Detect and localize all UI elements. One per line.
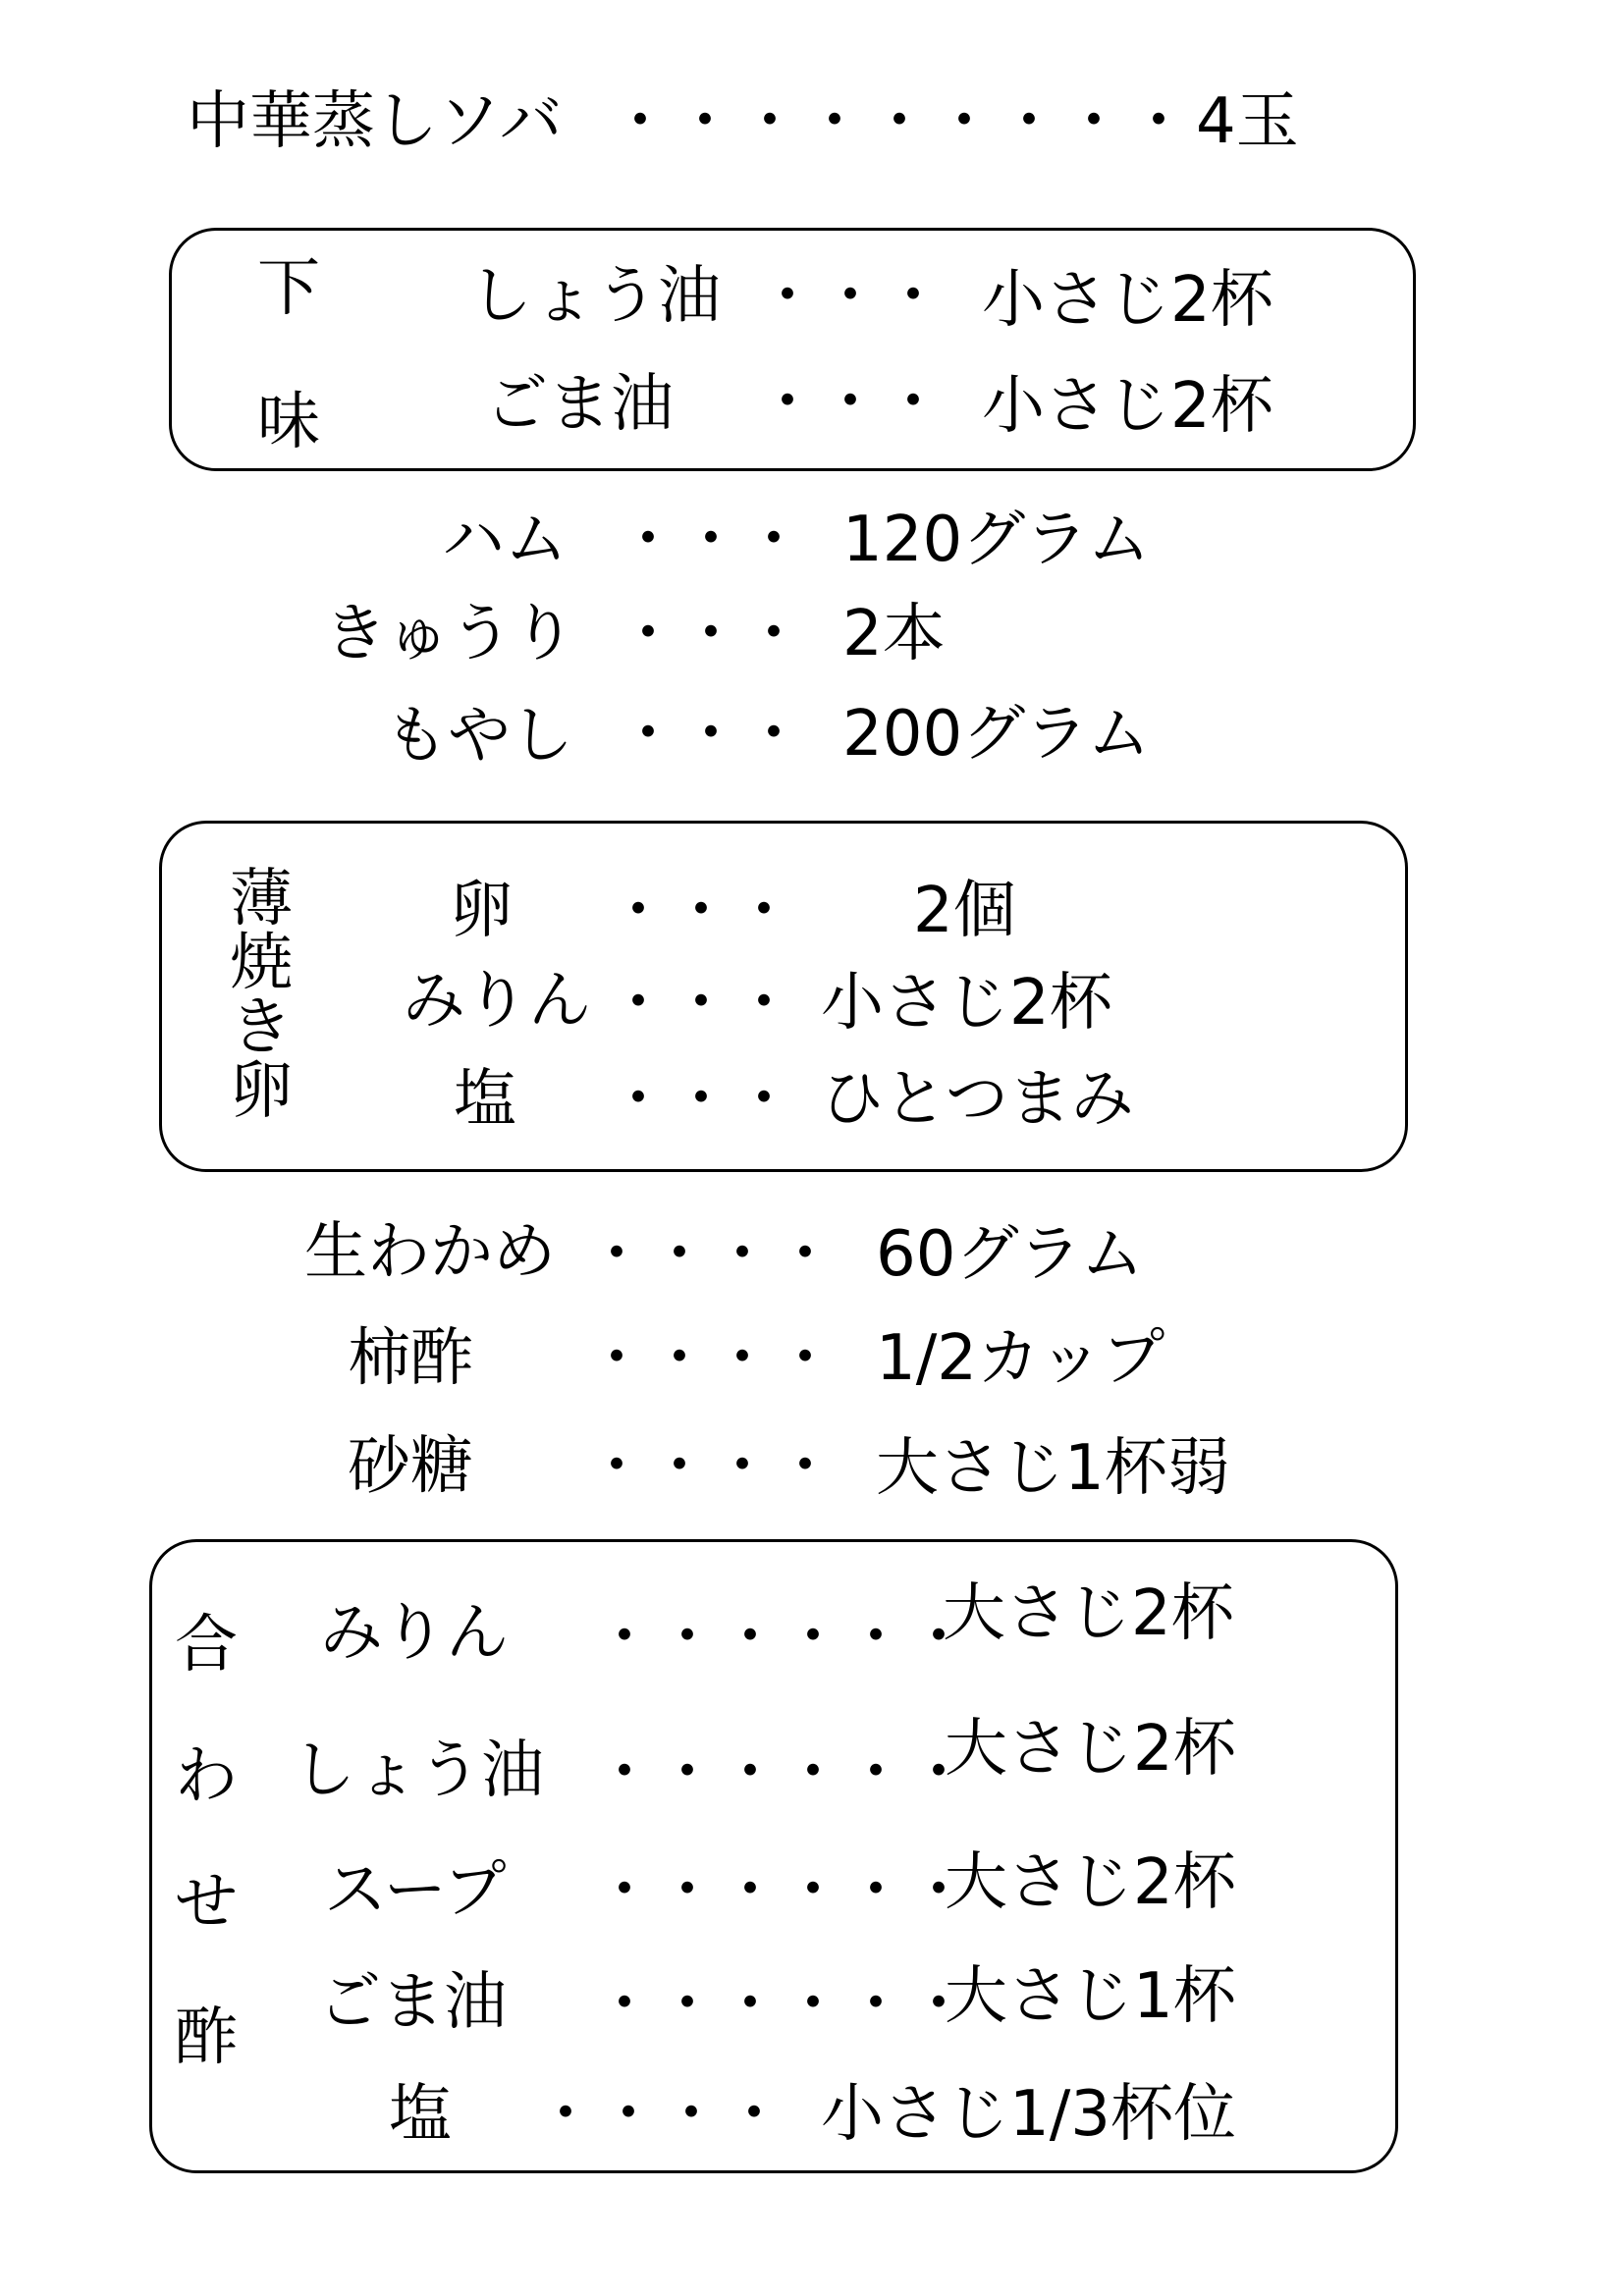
awasezu-item-1-amount: 大さじ2杯 — [943, 1577, 1234, 1650]
awasezu-item-2-amount: 大さじ2杯 — [945, 1713, 1236, 1786]
topping-2-amount: 2本 — [842, 598, 946, 670]
awasezu-item-2-name: しょう油 — [293, 1735, 544, 1807]
usuyaki-item-3-amount: ひとつまみ — [821, 1063, 1134, 1136]
awasezu-label-4: 酢 — [175, 2002, 238, 2074]
wakame-1-amount: 60グラム — [876, 1218, 1144, 1291]
wakame-3-name: 砂糖 — [348, 1430, 473, 1503]
wakame-2-amount: 1/2カップ — [876, 1322, 1165, 1395]
shita-aji-item-2-name: ごま油 — [485, 368, 674, 441]
usuyaki-item-2-amount: 小さじ2杯 — [821, 967, 1112, 1040]
awasezu-item-1-name: みりん — [320, 1597, 509, 1670]
awasezu-label-3: せ — [175, 1866, 238, 1939]
shita-aji-item-1-name: しょう油 — [469, 260, 721, 333]
usuyaki-item-3-dots: ・・・ — [607, 1063, 795, 1136]
awasezu-item-5-amount: 小さじ1/3杯位 — [821, 2078, 1236, 2151]
shita-aji-label-2: 味 — [257, 386, 320, 458]
awasezu-item-5-dots: ・・・・ — [534, 2078, 785, 2151]
noodles-amount: 4玉 — [1196, 85, 1299, 158]
awasezu-label-1: 合 — [175, 1609, 238, 1682]
topping-3-dots: ・・・ — [617, 698, 805, 771]
usuyaki-tamago-label: 薄焼き卵 — [230, 863, 293, 1128]
topping-1-name: ハム — [442, 504, 568, 576]
awasezu-item-2-dots: ・・・・・・ — [593, 1736, 970, 1809]
awasezu-item-3-name: スープ — [324, 1854, 507, 1927]
usuyaki-item-3-name: 塩 — [454, 1063, 516, 1136]
awasezu-item-5-name: 塩 — [389, 2078, 452, 2151]
topping-3-name: もやし — [385, 700, 573, 773]
topping-1-dots: ・・・ — [617, 504, 805, 576]
shita-aji-item-2-dots: ・・・ — [756, 366, 945, 439]
shita-aji-item-1-amount: 小さじ2杯 — [982, 264, 1273, 337]
topping-3-amount: 200グラム — [842, 698, 1151, 771]
wakame-2-dots: ・・・・ — [585, 1322, 837, 1395]
awasezu-label-2: わ — [175, 1740, 238, 1813]
wakame-3-dots: ・・・・ — [585, 1430, 837, 1503]
usuyaki-item-1-amount: 2個 — [913, 875, 1016, 947]
topping-2-dots: ・・・ — [617, 598, 805, 670]
awasezu-item-4-name: ごま油 — [318, 1966, 507, 2039]
usuyaki-item-2-dots: ・・・ — [607, 967, 795, 1040]
topping-1-amount: 120グラム — [842, 504, 1151, 576]
shita-aji-item-1-dots: ・・・ — [756, 260, 945, 333]
usuyaki-item-1-name: 卵 — [450, 875, 513, 947]
noodles-dots: ・・・・・・・・・ — [609, 85, 1192, 158]
shita-aji-label-1: 下 — [257, 252, 320, 325]
awasezu-item-3-amount: 大さじ2杯 — [945, 1846, 1236, 1919]
noodles-name: 中華蒸しソバ — [187, 85, 563, 158]
awasezu-item-3-dots: ・・・・・・ — [593, 1854, 970, 1927]
awasezu-item-4-amount: 大さじ1杯 — [945, 1960, 1236, 2033]
wakame-3-amount: 大さじ1杯弱 — [876, 1432, 1230, 1505]
usuyaki-item-1-dots: ・・・ — [607, 875, 795, 947]
wakame-2-name: 柿酢 — [348, 1322, 473, 1395]
awasezu-item-4-dots: ・・・・・・ — [593, 1968, 970, 2041]
wakame-1-dots: ・・・・ — [585, 1218, 837, 1291]
topping-2-name: きゅうり — [324, 598, 575, 670]
awasezu-item-1-dots: ・・・・・・ — [593, 1601, 970, 1674]
shita-aji-item-2-amount: 小さじ2杯 — [982, 370, 1273, 443]
wakame-1-name: 生わかめ — [304, 1216, 556, 1289]
usuyaki-item-2-name: みりん — [403, 965, 591, 1038]
